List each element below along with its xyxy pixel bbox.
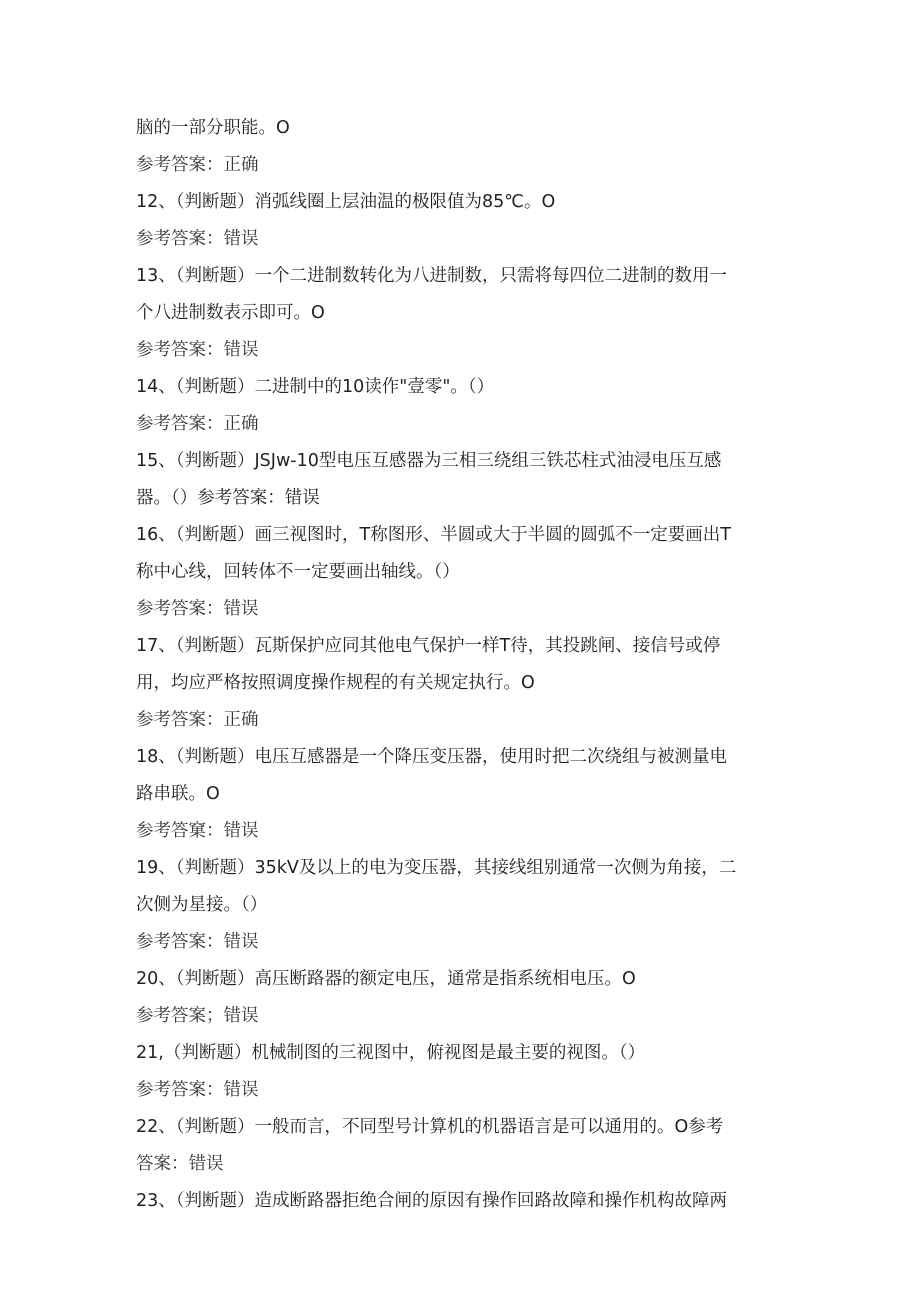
text-line: 个八进制数表示即可。O bbox=[136, 303, 325, 323]
answer-line: 参考答案：错误 bbox=[136, 932, 259, 952]
text-line: 次侧为星接。（） bbox=[136, 895, 268, 915]
question-line: 19、（判断题）35kV及以上的电为变压器，其接线组别通常一次侧为角接，二 bbox=[136, 858, 737, 878]
question-line: 15、（判断题）JSJw-10型电压互感器为三相三绕组三铁芯柱式油浸电压互感 bbox=[136, 451, 722, 471]
answer-line: 参考答案：错误 bbox=[136, 1080, 259, 1100]
question-line: 17、（判断题）瓦斯保护应同其他电气保护一样T待，其投跳闸、接信号或停 bbox=[136, 636, 721, 656]
document-body bbox=[136, 110, 786, 1220]
text-line: 称中心线，回转体不一定要画出轴线。（） bbox=[136, 562, 460, 582]
question-line: 16、（判断题）画三视图时，T称图形、半圆或大于半圆的圆弧不一定要画出T bbox=[136, 525, 731, 545]
answer-line: 参考答案：正确 bbox=[136, 710, 259, 730]
question-line: 20、（判断题）高压断路器的额定电压，通常是指系统相电压。O bbox=[136, 969, 636, 989]
question-line: 22、（判断题）一般而言，不同型号计算机的机器语言是可以通用的。O参考 bbox=[136, 1117, 724, 1137]
question-line: 18、（判断题）电压互感器是一个降压变压器，使用时把二次绕组与被测量电 bbox=[136, 747, 728, 767]
question-line: 12、（判断题）消弧线圈上层油温的极限值为85℃。O bbox=[136, 192, 556, 212]
answer-line: 参考答案：错误 bbox=[136, 340, 259, 360]
text-line: 用，均应严格按照调度操作规程的有关规定执行。O bbox=[136, 673, 535, 693]
text-line: 路串联。O bbox=[136, 784, 220, 804]
text-line: 脑的一部分职能。O bbox=[136, 118, 290, 138]
answer-line: 参考答案：正确 bbox=[136, 414, 259, 434]
question-line: 23、（判断题）造成断路器拒绝合闸的原因有操作回路故障和操作机构故障两 bbox=[136, 1191, 728, 1211]
question-line: 14、（判断题）二进制中的10读作"壹零"。（） bbox=[136, 377, 495, 397]
answer-line: 参考答案：错误 bbox=[136, 229, 259, 249]
text-line: 器。（）参考答案：错误 bbox=[136, 488, 320, 508]
answer-line: 参考答案：错误 bbox=[136, 599, 259, 619]
answer-line: 参考答案：正确 bbox=[136, 155, 259, 175]
question-line: 21,（判断题）机械制图的三视图中，俯视图是最主要的视图。（） bbox=[136, 1043, 646, 1063]
answer-line: 参考答案；错误 bbox=[136, 1006, 259, 1026]
question-line: 13、（判断题）一个二进制数转化为八进制数，只需将每四位二进制的数用一 bbox=[136, 266, 728, 286]
answer-line: 答案：错误 bbox=[136, 1154, 224, 1174]
answer-line: 参考答窠：错误 bbox=[136, 821, 259, 841]
